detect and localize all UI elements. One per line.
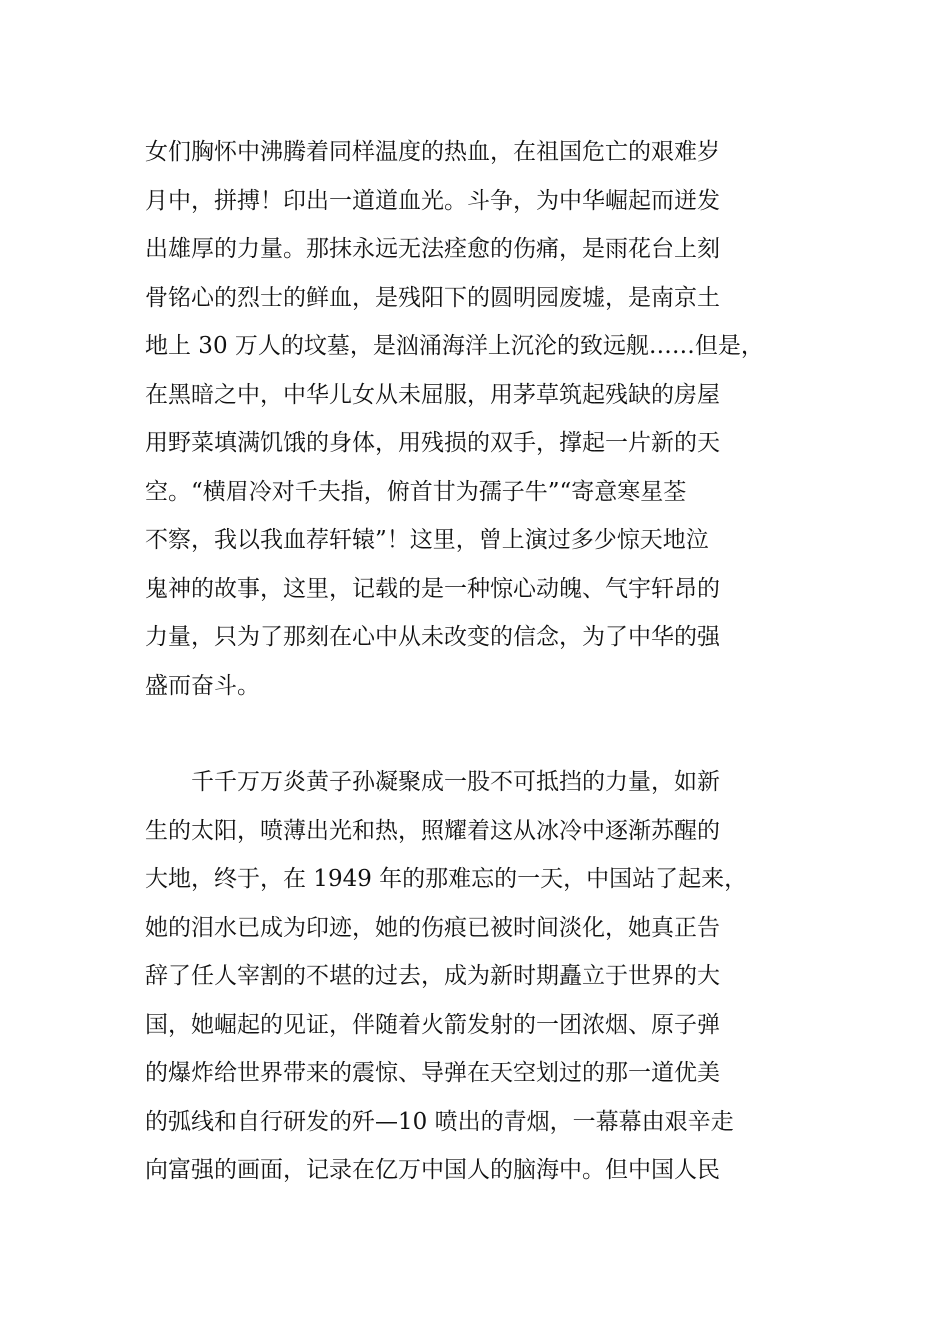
- text-line: 向富强的画面，记录在亿万中国人的脑海中。但中国人民: [145, 1157, 720, 1183]
- text-line: 地上 30 万人的坟墓，是汹涌海洋上沉沦的致远舰……但是，: [145, 333, 764, 359]
- text-line: 国，她崛起的见证，伴随着火箭发射的一团浓烟、原子弹: [145, 1011, 720, 1038]
- text-line: 月中，拼搏！印出一道道血光。斗争，为中华崛起而迸发: [145, 187, 720, 214]
- text-line: 在黑暗之中，中华儿女从未屈服，用茅草筑起残缺的房屋: [145, 381, 720, 408]
- text-line: 生的太阳，喷薄出光和热，照耀着这从冰冷中逐渐苏醒的: [145, 817, 720, 844]
- text-line: 鬼神的故事，这里，记载的是一种惊心动魄、气宇轩昂的: [145, 575, 720, 602]
- text-line: 女们胸怀中沸腾着同样温度的热血，在祖国危亡的艰难岁: [145, 139, 720, 165]
- text-line: 千千万万炎黄子孙凝聚成一股不可抵挡的力量，如新: [145, 769, 720, 795]
- body-text: [145, 128, 810, 1195]
- text-line: 骨铭心的烈士的鲜血，是残阳下的圆明园废墟，是南京土: [145, 284, 720, 311]
- text-line: 大地，终于，在 1949 年的那难忘的一天，中国站了起来，: [145, 866, 748, 892]
- paragraph: [145, 758, 810, 1195]
- text-line: 辞了任人宰割的不堪的过去，成为新时期矗立于世界的大: [145, 963, 720, 989]
- text-line: 她的泪水已成为印迹，她的伤痕已被时间淡化，她真正告: [145, 914, 720, 941]
- text-line: 出雄厚的力量。那抹永远无法痊愈的伤痛，是雨花台上刻: [145, 236, 720, 262]
- text-line: 盛而奋斗。: [145, 672, 260, 699]
- text-line: 用野菜填满饥饿的身体，用残损的双手，撑起一片新的天: [145, 430, 720, 456]
- text-line: 空。“横眉冷对千夫指，俯首甘为孺子牛”“寄意寒星荃: [145, 478, 687, 505]
- text-line: 不察，我以我血荐轩辕”！这里，曾上演过多少惊天地泣: [145, 527, 709, 553]
- text-line: 的爆炸给世界带来的震惊、导弹在天空划过的那一道优美: [145, 1060, 720, 1086]
- text-line: 的弧线和自行研发的歼—10 喷出的青烟，一幕幕由艰辛走: [145, 1108, 734, 1135]
- text-line: 力量，只为了那刻在心中从未改变的信念，为了中华的强: [145, 624, 720, 650]
- paragraph: [145, 128, 810, 710]
